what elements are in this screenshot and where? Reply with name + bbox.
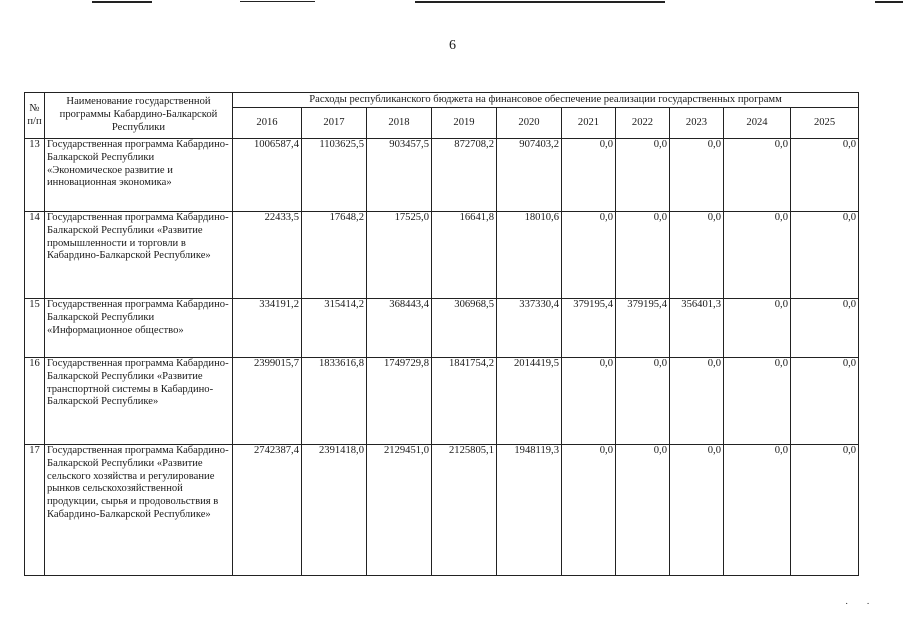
value-cell: 0,0 xyxy=(791,358,859,445)
header-year: 2021 xyxy=(562,108,616,139)
row-number: 14 xyxy=(25,212,45,299)
value-cell: 18010,6 xyxy=(497,212,562,299)
value-cell: 0,0 xyxy=(562,139,616,212)
row-number: 13 xyxy=(25,139,45,212)
table-row xyxy=(25,358,859,445)
value-cell: 2742387,4 xyxy=(233,445,302,576)
value-cell: 0,0 xyxy=(562,212,616,299)
value-cell: 334191,2 xyxy=(233,299,302,358)
value-cell: 337330,4 xyxy=(497,299,562,358)
scan-artifacts xyxy=(0,0,905,8)
value-cell: 2014419,5 xyxy=(497,358,562,445)
table-row xyxy=(25,139,859,212)
value-cell: 0,0 xyxy=(616,212,670,299)
value-cell: 379195,4 xyxy=(562,299,616,358)
value-cell: 0,0 xyxy=(791,212,859,299)
value-cell: 1749729,8 xyxy=(367,358,432,445)
value-cell: 0,0 xyxy=(670,139,724,212)
value-cell: 0,0 xyxy=(670,212,724,299)
value-cell: 0,0 xyxy=(562,358,616,445)
value-cell: 0,0 xyxy=(791,139,859,212)
value-cell: 17525,0 xyxy=(367,212,432,299)
header-num: № п/п xyxy=(25,93,45,139)
program-name: Государственная программа Кабардино-Балкарской Республики «Развитие транспортной системы в Кабардино-Балкарской Республике» xyxy=(45,358,233,445)
value-cell: 872708,2 xyxy=(432,139,497,212)
value-cell: 0,0 xyxy=(724,299,791,358)
header-year: 2024 xyxy=(724,108,791,139)
header-expenses: Расходы республиканского бюджета на финансовое обеспечение реализации государственных программ xyxy=(233,93,859,108)
value-cell: 0,0 xyxy=(724,139,791,212)
value-cell: 0,0 xyxy=(724,445,791,576)
page-number: 6 xyxy=(449,38,456,53)
value-cell: 0,0 xyxy=(562,445,616,576)
program-name: Государственная программа Кабардино-Балкарской Республики «Развитие сельского хозяйства и регулирование рынков сельскохозяйственной продукции, сырья и продовольствия в Кабардино-Балкарской Республике» xyxy=(45,445,233,576)
scan-specks: ˙˙ xyxy=(845,602,888,613)
value-cell: 379195,4 xyxy=(616,299,670,358)
value-cell: 903457,5 xyxy=(367,139,432,212)
value-cell: 356401,3 xyxy=(670,299,724,358)
value-cell: 0,0 xyxy=(724,358,791,445)
header-year: 2023 xyxy=(670,108,724,139)
header-year: 2016 xyxy=(233,108,302,139)
value-cell: 368443,4 xyxy=(367,299,432,358)
header-year: 2017 xyxy=(302,108,367,139)
value-cell: 17648,2 xyxy=(302,212,367,299)
table-row xyxy=(25,445,859,576)
value-cell: 0,0 xyxy=(616,139,670,212)
budget-table xyxy=(24,92,859,576)
value-cell: 1006587,4 xyxy=(233,139,302,212)
value-cell: 0,0 xyxy=(791,445,859,576)
program-name: Государственная программа Кабардино-Балкарской Республики «Информационное общество» xyxy=(45,299,233,358)
value-cell: 1833616,8 xyxy=(302,358,367,445)
value-cell: 0,0 xyxy=(616,358,670,445)
row-number: 16 xyxy=(25,358,45,445)
header-name: Наименование государственной программы Кабардино-Балкарской Республики xyxy=(45,93,233,139)
program-name: Государственная программа Кабардино-Балкарской Республики «Экономическое развитие и инновационная экономика» xyxy=(45,139,233,212)
table-header-row xyxy=(25,93,859,108)
value-cell: 306968,5 xyxy=(432,299,497,358)
value-cell: 1841754,2 xyxy=(432,358,497,445)
row-number: 17 xyxy=(25,445,45,576)
header-year: 2019 xyxy=(432,108,497,139)
value-cell: 2399015,7 xyxy=(233,358,302,445)
header-year: 2022 xyxy=(616,108,670,139)
header-year: 2025 xyxy=(791,108,859,139)
value-cell: 0,0 xyxy=(670,358,724,445)
value-cell: 0,0 xyxy=(616,445,670,576)
header-year: 2020 xyxy=(497,108,562,139)
value-cell: 2129451,0 xyxy=(367,445,432,576)
value-cell: 0,0 xyxy=(670,445,724,576)
value-cell: 22433,5 xyxy=(233,212,302,299)
table-row xyxy=(25,299,859,358)
row-number: 15 xyxy=(25,299,45,358)
value-cell: 1948119,3 xyxy=(497,445,562,576)
value-cell: 0,0 xyxy=(791,299,859,358)
header-year: 2018 xyxy=(367,108,432,139)
value-cell: 0,0 xyxy=(724,212,791,299)
value-cell: 2391418,0 xyxy=(302,445,367,576)
value-cell: 315414,2 xyxy=(302,299,367,358)
value-cell: 16641,8 xyxy=(432,212,497,299)
value-cell: 907403,2 xyxy=(497,139,562,212)
value-cell: 2125805,1 xyxy=(432,445,497,576)
table-row xyxy=(25,212,859,299)
value-cell: 1103625,5 xyxy=(302,139,367,212)
program-name: Государственная программа Кабардино-Балкарской Республики «Развитие промышленности и торговли в Кабардино-Балкарской Республике» xyxy=(45,212,233,299)
